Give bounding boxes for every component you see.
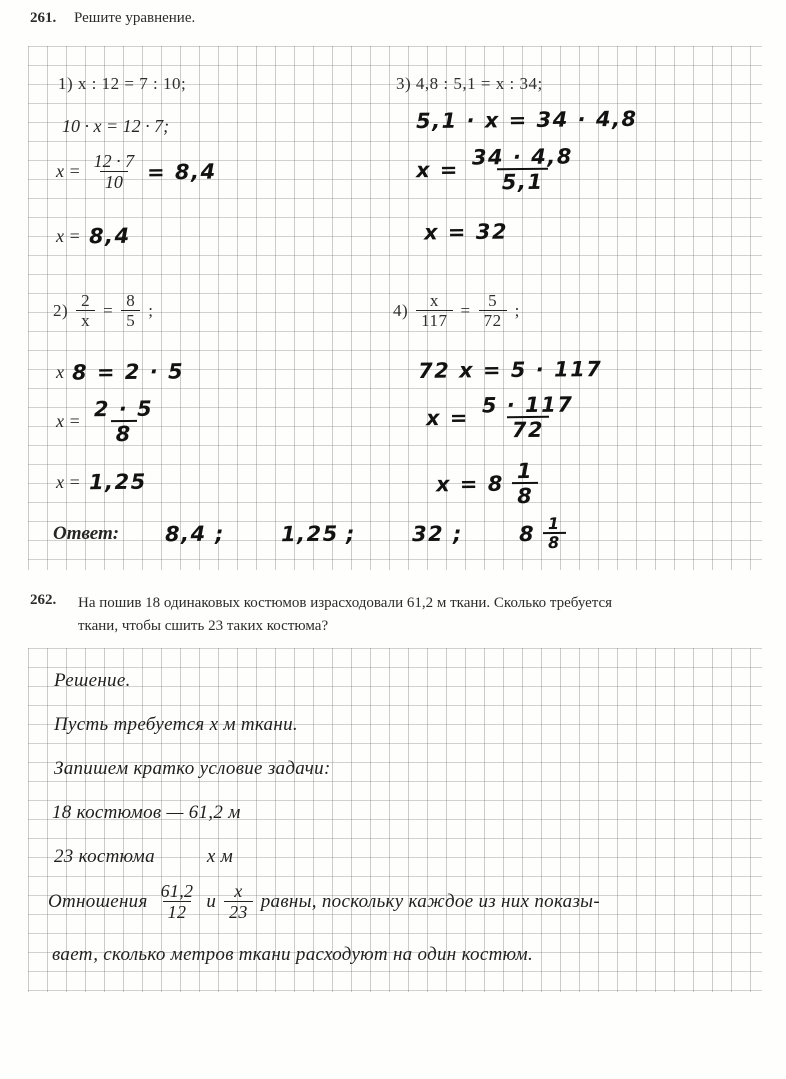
fraction-numerator: 12 · 7 xyxy=(93,151,135,171)
equals-sign: = xyxy=(460,300,471,320)
fraction-numerator: 61,2 xyxy=(160,881,194,901)
eq2-step1-value: 8 = 2 · 5 xyxy=(71,359,185,385)
fraction-denominator: x xyxy=(76,310,95,330)
semicolon: ; xyxy=(148,300,154,320)
solution-line-unknown-ratio xyxy=(54,846,233,868)
problem-262-header xyxy=(30,592,70,609)
fraction-numerator: 1 xyxy=(547,513,561,534)
fraction-numerator: 2 · 5 xyxy=(93,396,153,422)
ratio-fraction-2 xyxy=(224,882,253,922)
eq1-step2 xyxy=(56,152,217,192)
solution-line-continuation: вает, сколько метров ткани расходуют на один костюм. xyxy=(52,944,534,965)
eq3-result: x = 32 xyxy=(423,219,509,245)
eq2-result-lhs: x = xyxy=(56,471,81,492)
answer-value-3: 32 xyxy=(412,521,445,546)
fraction-numerator: 5 xyxy=(488,291,498,310)
fraction-denominator: 12 xyxy=(163,901,192,922)
eq1-step2-handwritten-result: = 8,4 xyxy=(147,159,217,185)
fraction-denominator: 10 xyxy=(100,171,128,192)
fraction-numerator: x xyxy=(234,881,243,901)
fraction-denominator: 8 xyxy=(110,420,136,445)
fraction-denominator: 8 xyxy=(512,482,538,507)
eq2-step1 xyxy=(56,360,184,384)
answer-value-4-fraction xyxy=(542,513,565,553)
eq3-step2-lhs: x = xyxy=(415,157,460,182)
solution-line-known-ratio: 18 костюмов — 61,2 м xyxy=(52,802,241,823)
eq3-given: 3) 4,8 : 5,1 = x : 34; xyxy=(396,74,543,93)
eq1-given: 1) x : 12 = 7 : 10; xyxy=(58,74,187,93)
solution-heading: Решение. xyxy=(54,670,131,691)
eq1-step2-lhs: x = xyxy=(56,161,81,182)
eq4-left-fraction xyxy=(416,292,452,330)
fraction-denominator: 5 xyxy=(121,310,140,330)
fraction-numerator: 5 · 117 xyxy=(481,392,574,418)
fraction-numerator: 1 xyxy=(516,458,533,484)
eq4-result-fraction xyxy=(512,460,539,507)
eq4-result-whole: x = 8 xyxy=(435,471,504,496)
solution-line-ratios xyxy=(48,882,600,922)
problem-261-number: 261. xyxy=(30,10,57,26)
problem-262-text-line1: На пошив 18 одинаковых костюмов израсходовали 61,2 м ткани. Сколько требуется xyxy=(78,595,613,611)
graph-paper-262 xyxy=(28,648,762,992)
problem-262-number: 262. xyxy=(30,592,57,608)
problem-261-title: Решите уравнение. xyxy=(74,10,196,26)
eq3-step2 xyxy=(416,146,578,193)
eq2-left-fraction xyxy=(76,292,95,330)
graph-paper-261 xyxy=(28,46,762,570)
eq4-result xyxy=(436,460,538,507)
eq1-step2-fraction xyxy=(89,152,140,192)
fraction-denominator: 5,1 xyxy=(497,168,549,194)
eq2-result xyxy=(56,470,146,494)
ratios-suffix: равны, поскольку каждое из них показы- xyxy=(260,890,600,912)
eq4-label: 4) xyxy=(393,300,409,320)
semicolon: ; xyxy=(514,300,520,320)
eq3-step1: 5,1 · x = 34 · 4,8 xyxy=(415,106,638,134)
answer-label: Ответ: xyxy=(53,522,120,544)
eq2-result-value: 1,25 xyxy=(88,469,147,495)
eq1-step1: 10 · x = 12 · 7; xyxy=(62,116,170,136)
ratio-fraction-1 xyxy=(156,882,199,922)
eq4-right-fraction xyxy=(479,292,507,330)
eq3-step2-fraction xyxy=(467,145,579,193)
problem-262-text-line2: ткани, чтобы сшить 23 таких костюма? xyxy=(78,618,329,634)
eq2-step1-lhs: x xyxy=(56,361,64,382)
solution-line-assumption: Пусть требуется x м ткани. xyxy=(54,714,298,735)
conjunction: и xyxy=(206,890,217,912)
solution-line-condition-intro: Запишем кратко условие задачи: xyxy=(54,758,331,779)
eq1-result-value: 8,4 xyxy=(88,223,131,249)
fraction-denominator: 72 xyxy=(507,416,549,441)
eq2-step2-lhs: x = xyxy=(56,411,81,432)
answer-separator: ; xyxy=(214,521,225,546)
answer-separator: ; xyxy=(346,521,357,546)
fraction-denominator: 23 xyxy=(224,901,253,922)
equals-sign: = xyxy=(103,300,114,320)
unknown-meters-label: x м xyxy=(206,846,234,867)
eq4-step1: 72 x = 5 · 117 xyxy=(417,357,603,383)
ratios-prefix: Отношения xyxy=(48,890,148,912)
answer-value-1: 8,4 xyxy=(164,521,207,546)
fraction-denominator: 117 xyxy=(416,310,452,330)
fraction-numerator: 34 · 4,8 xyxy=(471,144,573,170)
eq2-step2-fraction xyxy=(88,398,158,446)
answer-value-4-whole: 8 xyxy=(518,521,535,546)
fraction-denominator: 8 xyxy=(543,532,566,551)
eq2-step2 xyxy=(56,398,158,445)
eq4-step2-lhs: x = xyxy=(425,405,470,430)
eq2-given xyxy=(53,292,154,330)
fraction-numerator: x xyxy=(429,291,439,310)
fraction-numerator: 2 xyxy=(81,291,91,310)
fraction-numerator: 8 xyxy=(126,291,136,310)
eq1-result-lhs: x = xyxy=(56,225,81,246)
answer-value-2: 1,25 xyxy=(280,521,339,546)
fraction-denominator: 72 xyxy=(479,310,507,330)
eq2-right-fraction xyxy=(121,292,140,330)
answer-separator: ; xyxy=(452,521,463,546)
problem-261-header xyxy=(30,10,195,27)
answer-line xyxy=(53,513,565,553)
eq4-step2-fraction xyxy=(477,393,579,441)
suits-count-label: 23 костюма xyxy=(54,846,155,867)
eq4-given xyxy=(393,292,520,330)
eq2-label: 2) xyxy=(53,300,69,320)
eq4-step2 xyxy=(426,394,579,441)
eq1-result xyxy=(56,224,130,248)
